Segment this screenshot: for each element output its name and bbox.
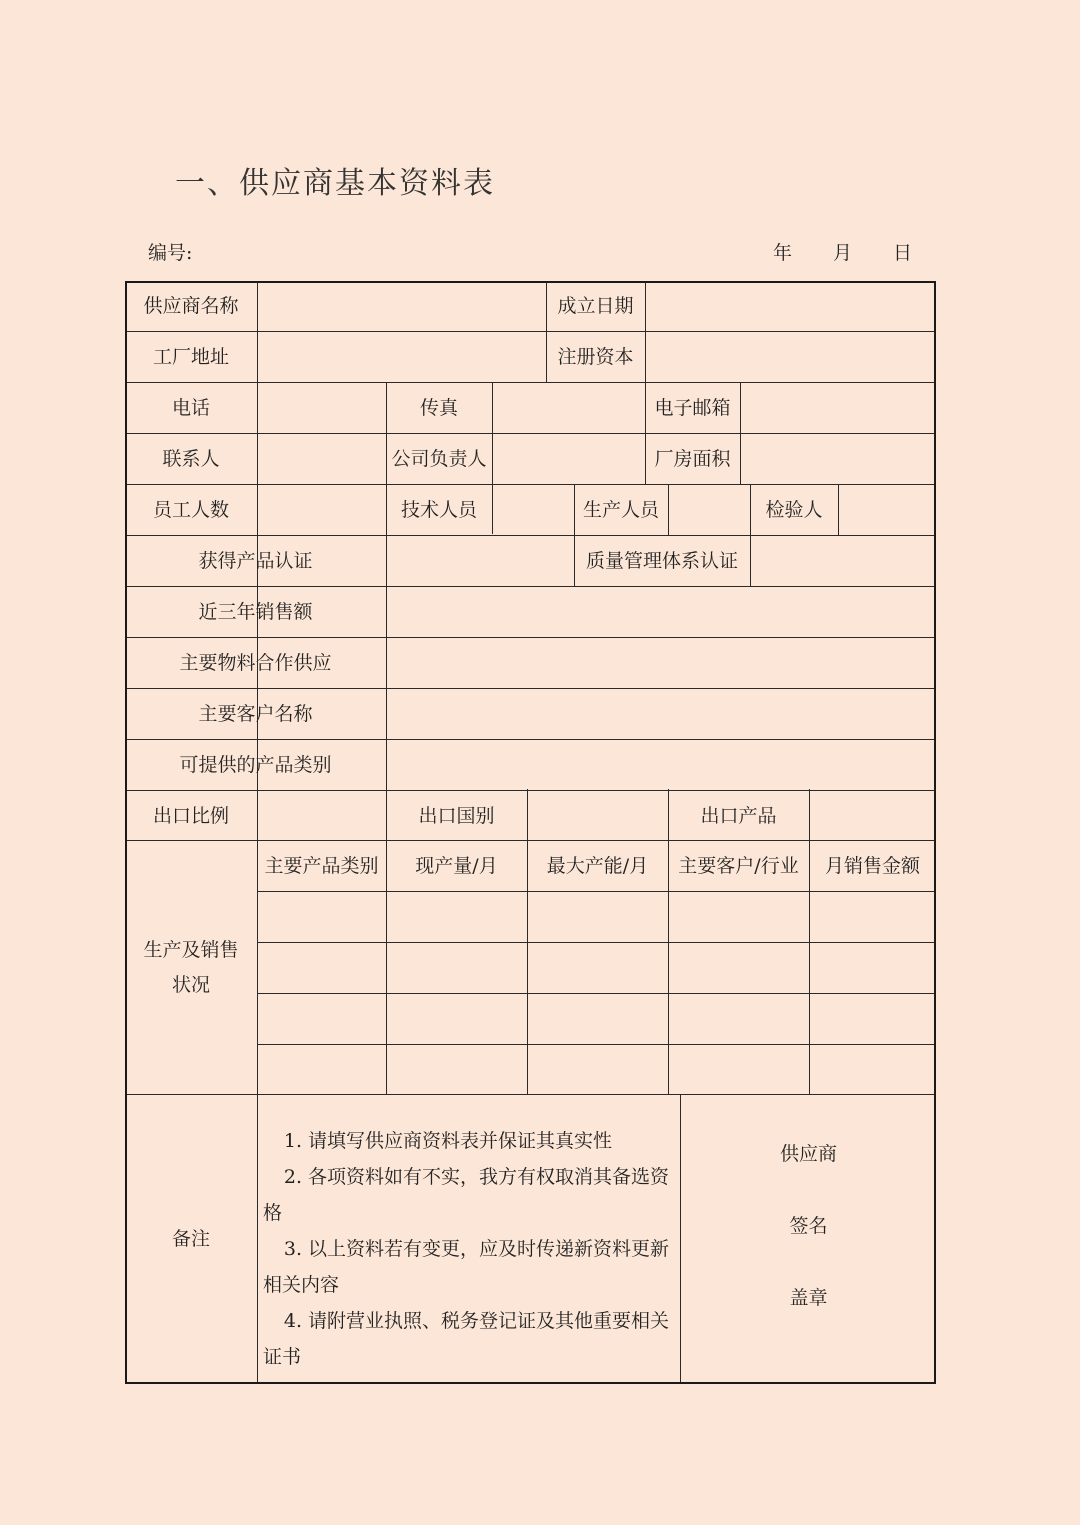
col-header-product-category: 主要产品类别 — [264, 854, 379, 877]
production-sales-label: 生产及销售状况 — [143, 939, 239, 996]
export-ratio-field[interactable] — [258, 791, 386, 841]
factory-area-field[interactable] — [741, 434, 936, 485]
table-cell[interactable] — [258, 994, 386, 1044]
month-label: 月 — [833, 242, 853, 264]
registered-capital-field[interactable] — [646, 332, 936, 383]
product-categories-label: 可提供的产品类别 — [179, 754, 332, 777]
table-cell[interactable] — [528, 1045, 668, 1094]
col-header-current-output: 现产量/月 — [415, 854, 498, 877]
inspector-field[interactable] — [839, 485, 936, 536]
col-header-max-capacity: 最大产能/月 — [546, 854, 649, 877]
note-item: 4. 请附营业执照、税务登记证及其他重要相关证书 — [263, 1310, 670, 1368]
phone-field[interactable] — [258, 383, 386, 434]
number-label: 编号: — [148, 242, 193, 264]
factory-address-field[interactable] — [258, 332, 546, 383]
employee-count-field[interactable] — [258, 485, 386, 536]
table-cell[interactable] — [810, 892, 936, 942]
table-cell[interactable] — [387, 892, 527, 942]
contact-field[interactable] — [258, 434, 386, 485]
supplier-label: 供应商 — [779, 1143, 837, 1165]
table-cell[interactable] — [387, 943, 527, 993]
note-item: 1. 请填写供应商资料表并保证其真实性 — [283, 1130, 613, 1152]
sign-label: 签名 — [789, 1215, 828, 1237]
supplier-info-form — [125, 281, 936, 1384]
main-material-partners-field[interactable] — [387, 638, 936, 689]
table-cell[interactable] — [258, 892, 386, 942]
qms-certification-label: 质量管理体系认证 — [585, 550, 738, 573]
product-certification-label: 获得产品认证 — [198, 550, 313, 573]
technical-staff-label: 技术人员 — [400, 499, 477, 522]
contact-label: 联系人 — [162, 448, 220, 471]
phone-label: 电话 — [171, 397, 210, 420]
table-cell[interactable] — [258, 1045, 386, 1094]
email-label: 电子邮箱 — [654, 397, 731, 420]
table-cell[interactable] — [669, 943, 809, 993]
registered-capital-label: 注册资本 — [557, 346, 634, 369]
table-cell[interactable] — [669, 892, 809, 942]
table-cell[interactable] — [528, 892, 668, 942]
remarks-label: 备注 — [171, 1228, 210, 1251]
note-item: 2. 各项资料如有不实，我方有权取消其备选资格 — [263, 1166, 670, 1224]
form-title: 一、供应商基本资料表 — [175, 166, 495, 201]
main-customers-field[interactable] — [387, 689, 936, 740]
fax-label: 传真 — [419, 397, 458, 420]
remarks-notes — [259, 1101, 679, 1384]
export-country-field[interactable] — [528, 791, 668, 841]
col-header-monthly-sales: 月销售金额 — [824, 854, 920, 877]
table-cell[interactable] — [810, 1045, 936, 1094]
table-cell[interactable] — [669, 994, 809, 1044]
day-label: 日 — [893, 242, 913, 264]
factory-area-label: 厂房面积 — [654, 448, 731, 471]
established-date-label: 成立日期 — [557, 295, 634, 318]
production-staff-label: 生产人员 — [582, 499, 659, 522]
product-certification-field[interactable] — [387, 536, 574, 587]
seal-label: 盖章 — [789, 1287, 828, 1309]
export-ratio-label: 出口比例 — [152, 804, 229, 827]
table-cell[interactable] — [387, 994, 527, 1044]
main-material-partners-label: 主要物料合作供应 — [179, 652, 332, 675]
year-label: 年 — [773, 242, 793, 264]
table-cell[interactable] — [528, 943, 668, 993]
signature-block[interactable] — [681, 1101, 936, 1384]
qms-certification-field[interactable] — [751, 536, 936, 587]
note-item: 3. 以上资料若有变更，应及时传递新资料更新相关内容 — [263, 1238, 670, 1296]
company-head-field[interactable] — [493, 434, 645, 485]
fax-field[interactable] — [493, 383, 645, 434]
export-country-label: 出口国别 — [418, 804, 495, 827]
table-cell[interactable] — [258, 943, 386, 993]
export-product-label: 出口产品 — [700, 804, 777, 827]
table-cell[interactable] — [810, 994, 936, 1044]
table-cell[interactable] — [528, 994, 668, 1044]
established-date-field[interactable] — [646, 281, 936, 332]
product-categories-field[interactable] — [387, 740, 936, 791]
supplier-name-label: 供应商名称 — [143, 295, 239, 318]
employee-count-label: 员工人数 — [152, 499, 229, 522]
export-product-field[interactable] — [810, 791, 936, 841]
email-field[interactable] — [741, 383, 936, 434]
table-cell[interactable] — [810, 943, 936, 993]
col-header-main-customers: 主要客户/行业 — [678, 854, 799, 877]
inspector-label: 检验人 — [765, 499, 823, 522]
technical-staff-field[interactable] — [493, 485, 574, 536]
supplier-name-field[interactable] — [258, 281, 546, 332]
sales-3y-label: 近三年销售额 — [198, 601, 313, 624]
table-cell[interactable] — [387, 1045, 527, 1094]
main-customers-label: 主要客户名称 — [198, 703, 313, 726]
table-cell[interactable] — [669, 1045, 809, 1094]
factory-address-label: 工厂地址 — [152, 346, 229, 369]
sales-3y-field[interactable] — [387, 587, 936, 638]
company-head-label: 公司负责人 — [391, 448, 487, 471]
production-staff-field[interactable] — [669, 485, 750, 536]
